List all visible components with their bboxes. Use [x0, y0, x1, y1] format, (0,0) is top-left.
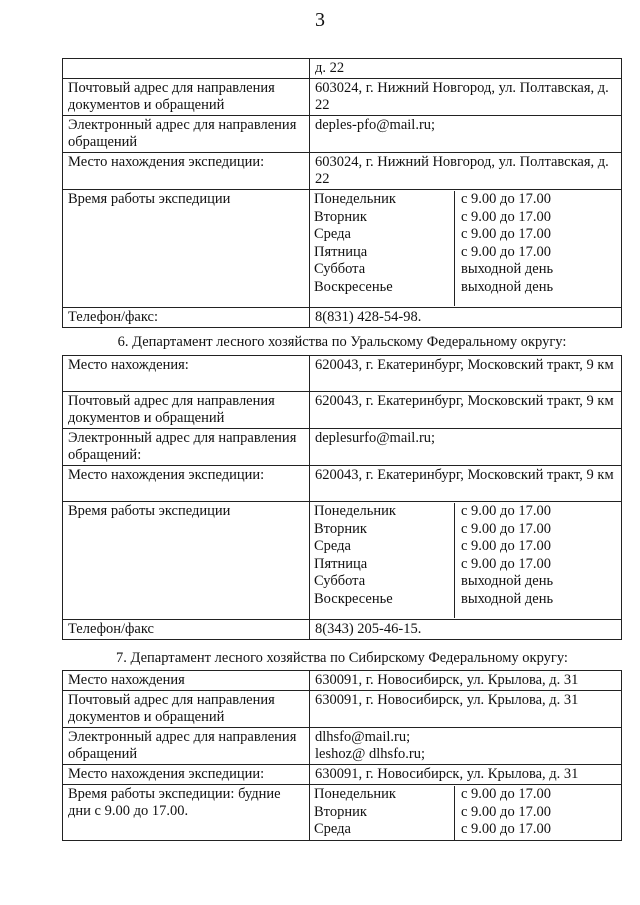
postal-address-label: Почтовый адрес для направления документов и обращений [63, 79, 310, 116]
expedition-location-label: Место нахождения экспедиции: [63, 466, 310, 502]
table-row [63, 620, 622, 640]
table-row [63, 785, 622, 841]
location-label: Место нахождения [63, 671, 310, 691]
table-row [63, 691, 622, 728]
schedule-day: Среда [314, 821, 351, 837]
schedule-day: Воскресенье [314, 278, 393, 295]
schedule-hours: с 9.00 до 17.00 [461, 803, 551, 820]
table-row [63, 392, 622, 429]
schedule-hours: с 9.00 до 17.00 [461, 503, 551, 519]
postal-address-label: Почтовый адрес для направления документов и обращений [63, 691, 310, 728]
table-row [63, 429, 622, 466]
schedule-label: Время работы экспедиции: будние дни с 9.00 до 17.00. [63, 785, 310, 841]
schedule-day: Среда [314, 538, 351, 554]
schedule-label: Время работы экспедиции [63, 502, 310, 620]
expedition-location-value: 630091, г. Новосибирск, ул. Крылова, д. 31 [310, 765, 622, 785]
schedule-cell [310, 502, 622, 620]
email-value: deplesurfo@mail.ru; [310, 429, 622, 466]
table-row [63, 153, 622, 190]
table-row [63, 190, 622, 308]
schedule-day: Среда [314, 226, 351, 242]
expedition-location-label: Место нахождения экспедиции: [63, 153, 310, 190]
page-number: 3 [315, 9, 325, 31]
table-row [63, 466, 622, 502]
schedule-day: Суббота [314, 573, 366, 589]
table-row [63, 765, 622, 785]
expedition-location-value: 620043, г. Екатеринбург, Московский тракт, 9 км [310, 466, 622, 502]
email-label: Электронный адрес для направления обращений: [63, 429, 310, 466]
section-heading-7: 7. Департамент лесного хозяйства по Сибирскому Федеральному округу: [116, 650, 568, 666]
schedule-day: Вторник [314, 520, 367, 537]
table-row [63, 671, 622, 691]
row-label [63, 59, 310, 79]
table-block-6 [62, 355, 622, 640]
schedule-hours: с 9.00 до 17.00 [461, 555, 551, 572]
postal-address-value: 603024, г. Нижний Новгород, ул. Полтавская, д. 22 [310, 79, 622, 116]
schedule-day: Понедельник [314, 503, 396, 519]
schedule-cell [310, 190, 622, 308]
phone-label: Телефон/факс [63, 620, 310, 640]
schedule-hours: выходной день [461, 573, 554, 589]
postal-address-label: Почтовый адрес для направления документов и обращений [63, 392, 310, 429]
schedule-hours: с 9.00 до 17.00 [461, 191, 551, 207]
email-secondary: leshoz@ dlhsfo.ru; [315, 746, 426, 762]
email-label: Электронный адрес для направления обращений [63, 116, 310, 153]
email-primary: dlhsfo@mail.ru; [315, 729, 411, 745]
schedule-day: Понедельник [314, 191, 396, 207]
schedule-hours: с 9.00 до 17.00 [461, 786, 551, 802]
schedule-day: Понедельник [314, 786, 396, 802]
schedule-day: Вторник [314, 208, 367, 225]
email-value [310, 728, 622, 765]
schedule-hours: с 9.00 до 17.00 [461, 520, 551, 537]
email-label: Электронный адрес для направления обращений [63, 728, 310, 765]
postal-address-value: 620043, г. Екатеринбург, Московский тракт, 9 км [310, 392, 622, 429]
schedule-day: Суббота [314, 261, 366, 277]
table-row [63, 59, 622, 79]
table-block-7 [62, 670, 622, 841]
table-row [63, 356, 622, 392]
schedule-hours: с 9.00 до 17.00 [461, 538, 551, 554]
schedule-hours: с 9.00 до 17.00 [461, 208, 551, 225]
schedule-cell [310, 785, 622, 841]
phone-value: 8(831) 428-54-98. [310, 308, 622, 328]
table-block-5 [62, 58, 622, 328]
postal-address-value: 630091, г. Новосибирск, ул. Крылова, д. 31 [310, 691, 622, 728]
schedule-day: Пятница [314, 243, 368, 260]
schedule-day: Пятница [314, 555, 368, 572]
schedule-label: Время работы экспедиции [63, 190, 310, 308]
table-row [63, 308, 622, 328]
email-value: deples-pfo@mail.ru; [310, 116, 622, 153]
expedition-location-label: Место нахождения экспедиции: [63, 765, 310, 785]
phone-label: Телефон/факс: [63, 308, 310, 328]
table-row [63, 728, 622, 765]
location-value: 630091, г. Новосибирск, ул. Крылова, д. 31 [310, 671, 622, 691]
schedule-hours: с 9.00 до 17.00 [461, 226, 551, 242]
schedule-hours: с 9.00 до 17.00 [461, 243, 551, 260]
schedule-hours: выходной день [461, 590, 554, 607]
expedition-location-value: 603024, г. Нижний Новгород, ул. Полтавская, д. 22 [310, 153, 622, 190]
location-label: Место нахождения: [63, 356, 310, 392]
phone-value: 8(343) 205-46-15. [310, 620, 622, 640]
schedule-hours: выходной день [461, 278, 554, 295]
section-heading-6: 6. Департамент лесного хозяйства по Уральскому Федеральному округу: [117, 334, 567, 350]
schedule-hours: с 9.00 до 17.00 [461, 821, 551, 837]
table-row [63, 502, 622, 620]
schedule-day: Воскресенье [314, 590, 393, 607]
table-row [63, 116, 622, 153]
location-value: 620043, г. Екатеринбург, Московский тракт, 9 км [310, 356, 622, 392]
schedule-hours: выходной день [461, 261, 554, 277]
row-value: д. 22 [310, 59, 622, 79]
table-row [63, 79, 622, 116]
schedule-day: Вторник [314, 803, 367, 820]
